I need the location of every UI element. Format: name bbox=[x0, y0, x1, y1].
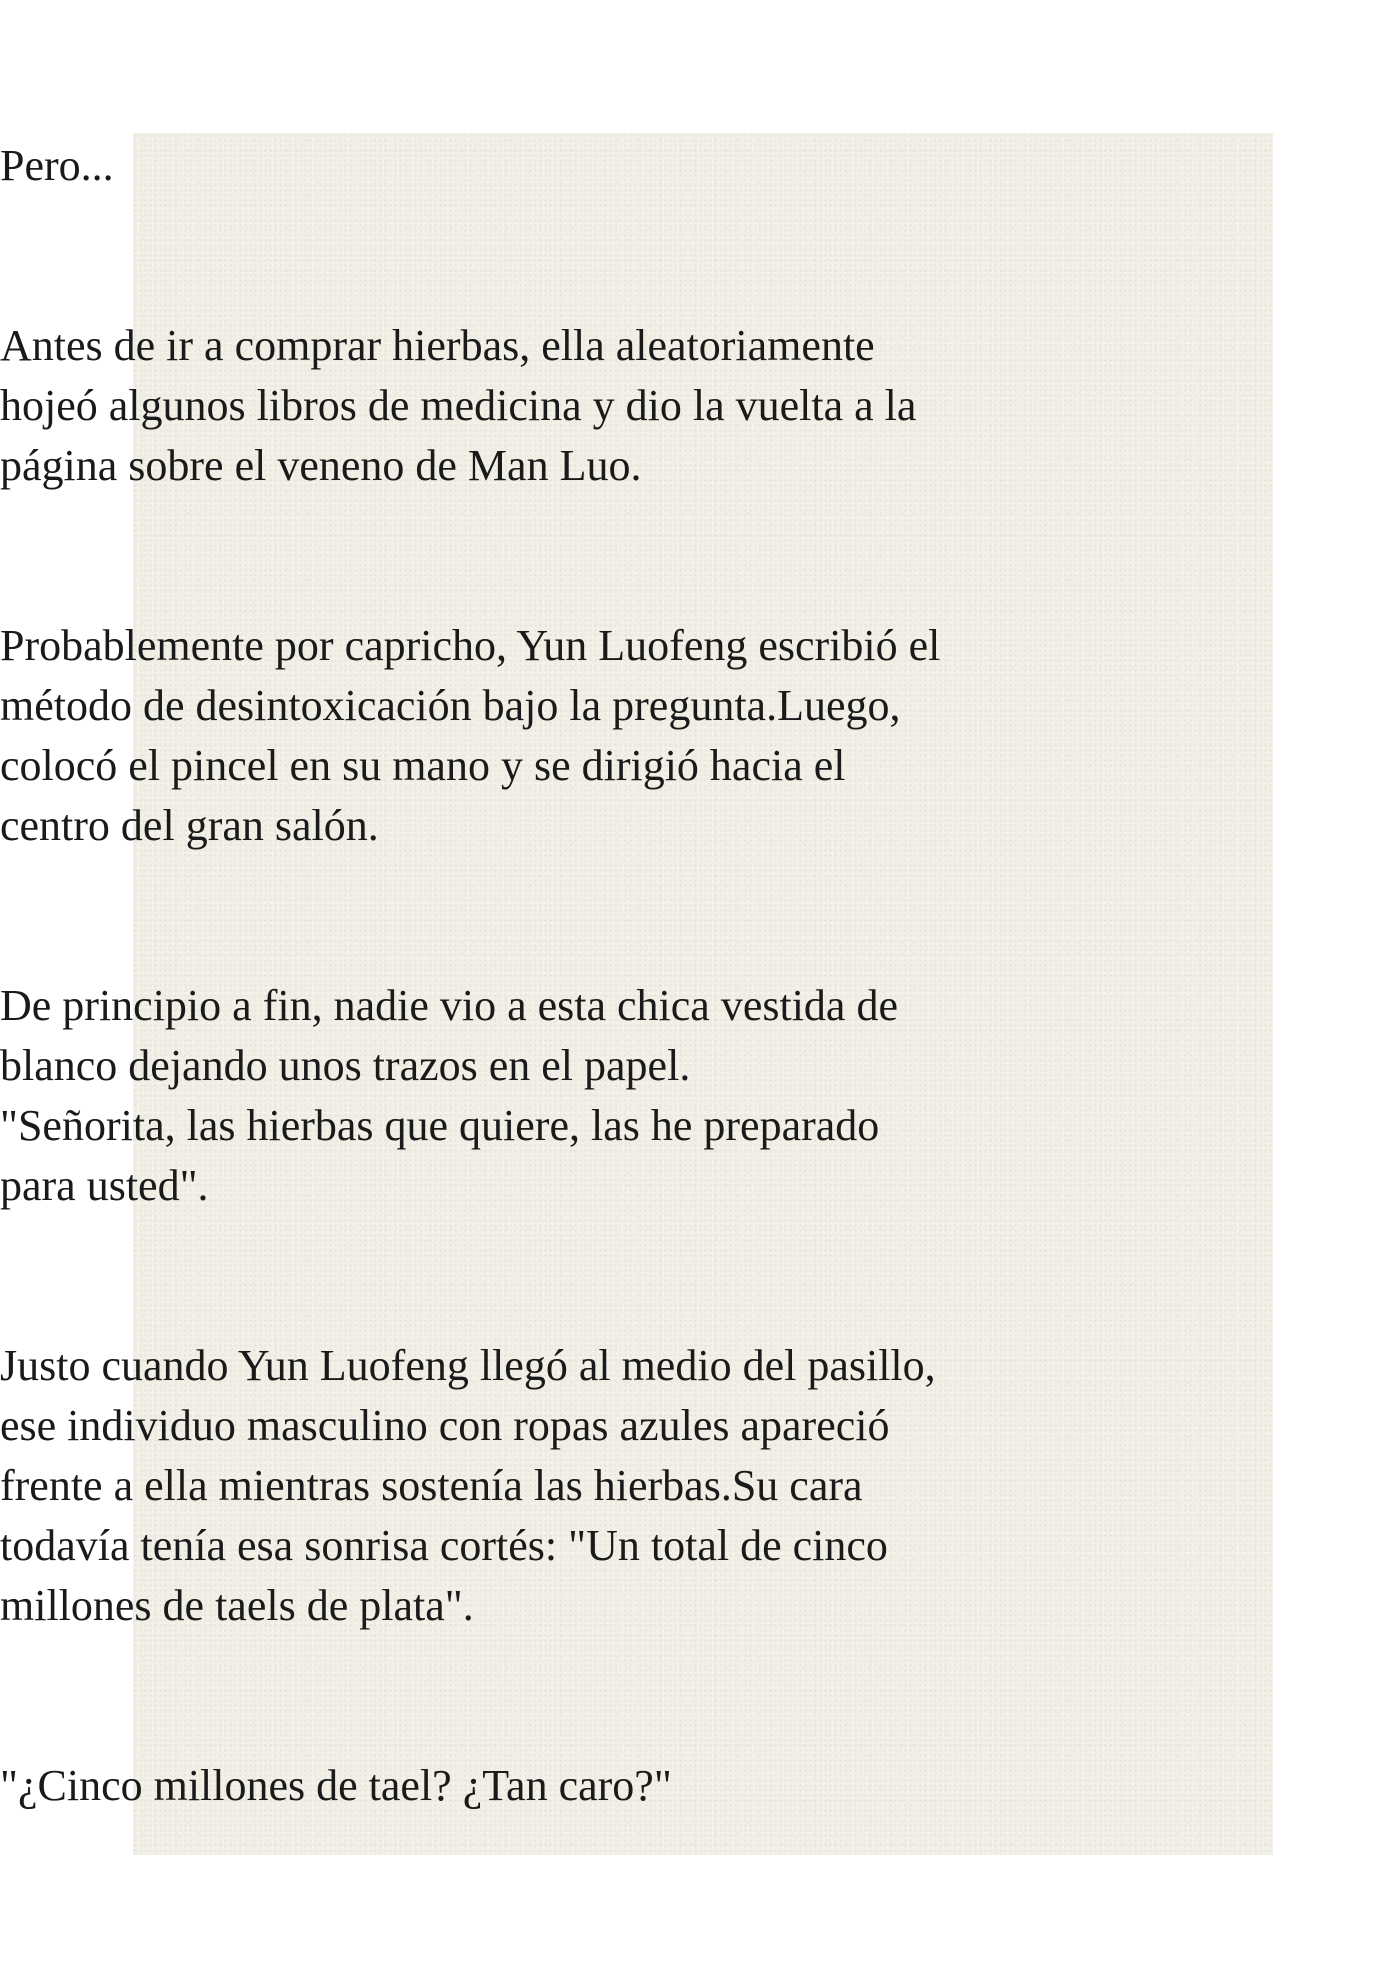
paragraph-1: Pero... bbox=[0, 141, 114, 190]
paragraph-4: De principio a fin, nadie vio a esta chica vestida de blanco dejando unos trazos en el papel. "Señorita, las hierbas que quiere, las he preparado para usted". bbox=[0, 981, 898, 1210]
paragraph-3: Probablemente por capricho, Yun Luofeng escribió el método de desintoxicación bajo la pregunta.Luego, colocó el pincel en su mano y se dirigió hacia el centro del gran salón. bbox=[0, 621, 941, 850]
paragraph-5: Justo cuando Yun Luofeng llegó al medio del pasillo, ese individuo masculino con ropas azules apareció frente a ella mientras sostenía las hierbas.Su cara todavía tenía esa sonrisa cortés: "Un total de cinco millones de taels de plata". bbox=[0, 1341, 936, 1630]
paragraph-2: Antes de ir a comprar hierbas, ella aleatoriamente hojeó algunos libros de medicina y dio la vuelta a la página sobre el veneno de Man Luo. bbox=[0, 321, 917, 490]
paragraph-6: "¿Cinco millones de tael? ¿Tan caro?" bbox=[0, 1761, 672, 1810]
